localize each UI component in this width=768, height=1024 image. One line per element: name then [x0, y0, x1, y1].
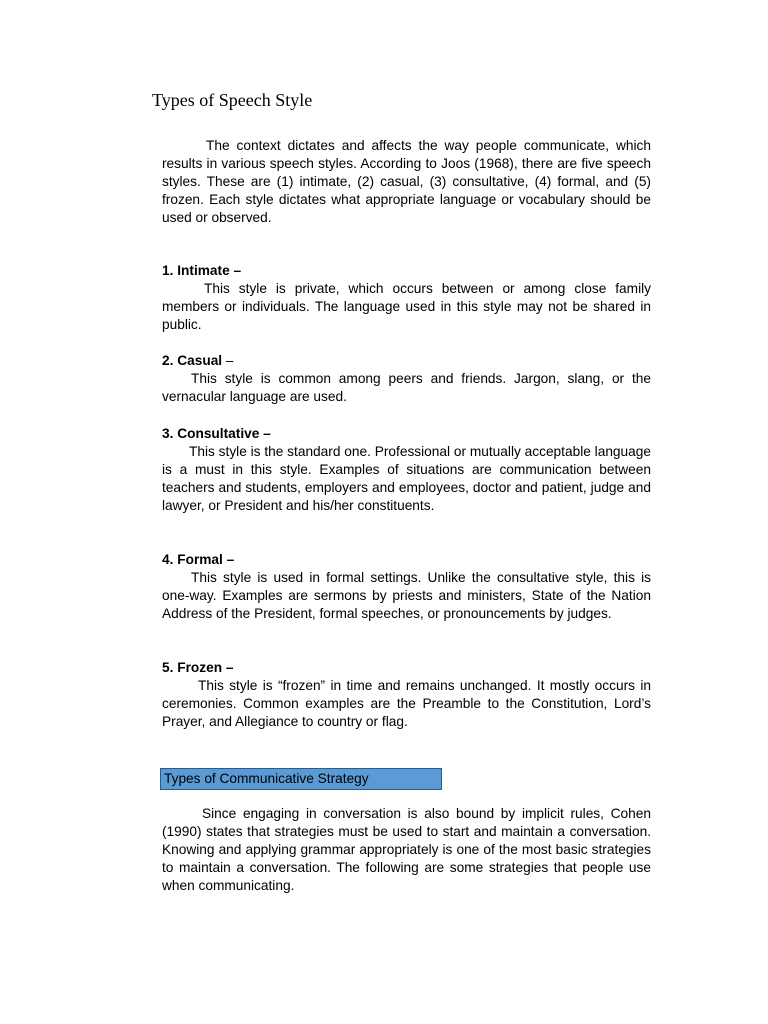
- section-heading-label: 1. Intimate: [162, 263, 230, 278]
- section-heading-casual: [162, 352, 234, 370]
- intro-text: The context dictates and affects the way people communicate, which results in various speech styles. According to Joos (1968), there are five speech styles. These are (1) intimate, (2) casual, (3) consultative, (4) formal, and (5) frozen. Each style dictates what appropriate language or vocabulary should be used or observed.: [162, 138, 651, 225]
- section-body-formal: [162, 569, 651, 623]
- section-body-casual: [162, 370, 651, 406]
- strategy-heading: Types of Communicative Strategy: [164, 771, 369, 786]
- section-heading-consultative: [162, 425, 271, 443]
- intro-paragraph: [162, 137, 651, 227]
- section-heading-label: 2. Casual: [162, 353, 223, 368]
- section-heading-frozen: [162, 659, 234, 677]
- section-heading-label: 3. Consultative: [162, 426, 260, 441]
- section-heading-formal: [162, 551, 234, 569]
- outro-paragraph: [162, 805, 651, 895]
- section-body-frozen: [162, 677, 651, 731]
- section-body-text: This style is private, which occurs between or among close family members or individuals. The language used in this style may not be shared in public.: [162, 281, 651, 332]
- section-body-intimate: [162, 280, 651, 334]
- section-heading-dash: –: [225, 353, 234, 368]
- section-heading-dash: –: [226, 552, 235, 567]
- section-heading-dash: –: [233, 263, 242, 278]
- page-title: Types of Speech Style: [152, 90, 313, 110]
- section-body-text: This style is “frozen” in time and remains unchanged. It mostly occurs in ceremonies. Common examples are the Preamble to the Constitution, Lord’s Prayer, and Allegiance to country or flag.: [162, 678, 651, 729]
- section-heading-dash: –: [225, 660, 234, 675]
- section-heading-intimate: [162, 262, 241, 280]
- outro-text: Since engaging in conversation is also bound by implicit rules, Cohen (1990) states that strategies must be used to start and maintain a conversation. Knowing and applying grammar appropriately is one of the most basic strategies to maintain a conversation. The following are some strategies that people use when communicating.: [162, 806, 651, 893]
- section-heading-dash: –: [263, 426, 271, 441]
- section-heading-label: 5. Frozen: [162, 660, 223, 675]
- strategy-heading-box: [160, 768, 442, 790]
- section-body-text: This style is common among peers and friends. Jargon, slang, or the vernacular language are used.: [162, 371, 651, 404]
- section-body-text: This style is used in formal settings. Unlike the consultative style, this is one-way. Examples are sermons by priests and ministers, State of the Nation Address of the President, formal speeches, or pronouncements by judges.: [162, 570, 651, 621]
- section-body-consultative: [162, 443, 651, 515]
- section-body-text: This style is the standard one. Professional or mutually acceptable language is a must in this style. Examples of situations are communication between teachers and students, employers and employees, doctor and patient, judge and lawyer, or President and his/her constituents.: [162, 444, 651, 513]
- section-heading-label: 4. Formal: [162, 552, 223, 567]
